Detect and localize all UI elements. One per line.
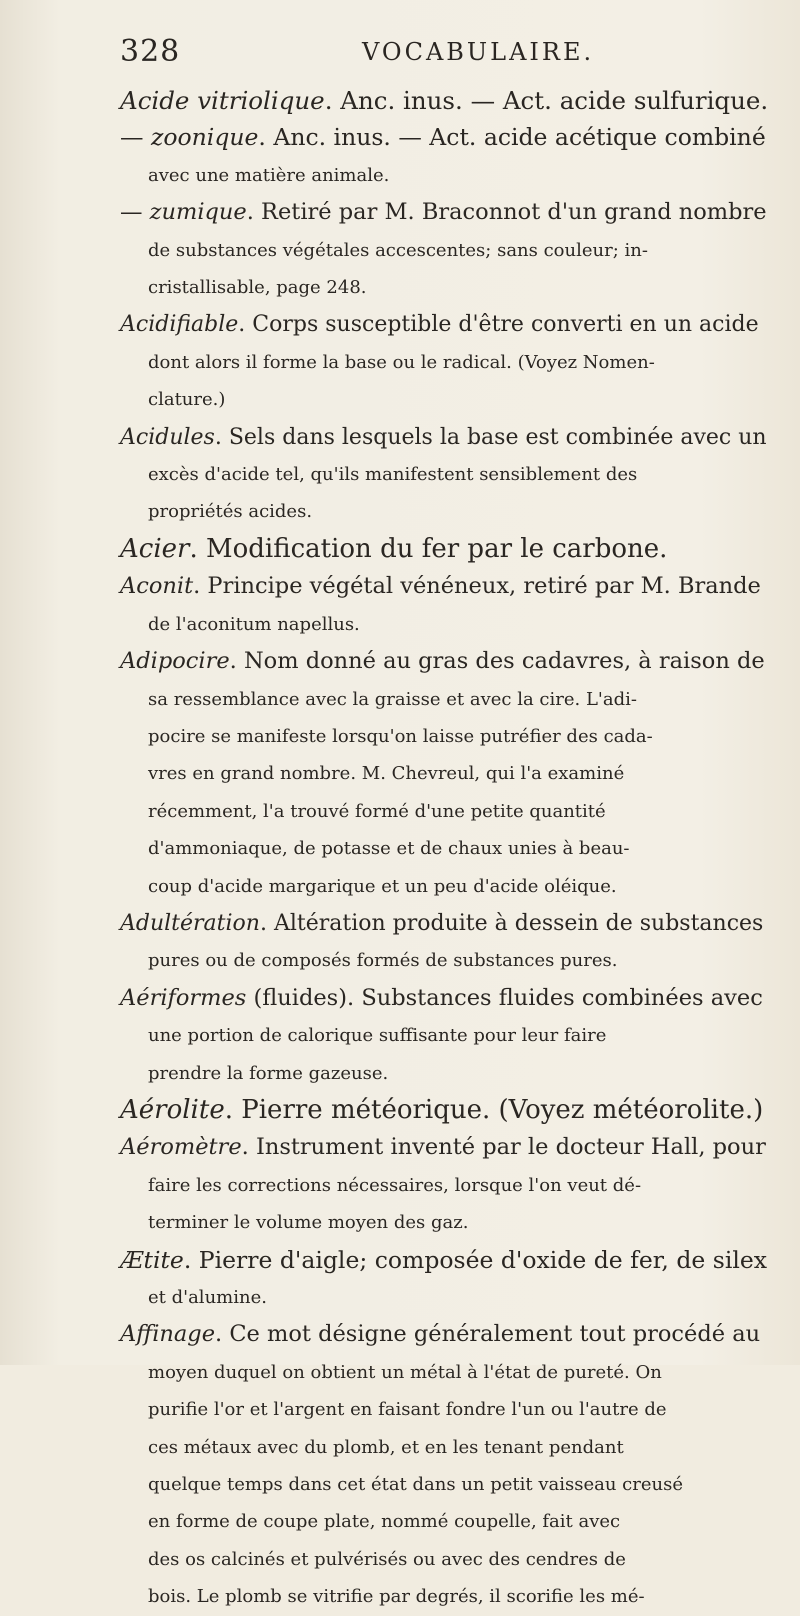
entry-line: dont alors il forme la base ou le radical. (Voyez Nomen- — [148, 351, 655, 373]
entry-acide-vitriolique — [120, 82, 770, 119]
entry-line: Adultération. Altération produite à dessein de substances — [120, 910, 764, 936]
entry-acidifiable — [120, 306, 770, 418]
entry-zoonique — [120, 119, 770, 194]
entry-line: pures ou de composés formés de substances pures. — [148, 950, 618, 972]
entry-line: Aéromètre. Instrument inventé par le docteur Hall, pour — [120, 1134, 766, 1161]
entry-line: Acide vitriolique. Anc. inus. — Act. acide sulfurique. — [120, 86, 769, 115]
page-number: 328 — [120, 34, 181, 69]
page-header — [112, 34, 712, 74]
entry-line: excès d'acide tel, qu'ils manifestent sensiblement des — [148, 464, 638, 486]
entry-aeriformes — [120, 980, 770, 1092]
entry-line: bois. Le plomb se vitrifie par degrés, il scorifie les mé- — [148, 1586, 645, 1608]
entry-line: d'ammoniaque, de potasse et de chaux unies à beau- — [148, 838, 630, 860]
entry-line: vres en grand nombre. M. Chevreul, qui l'a examiné — [148, 763, 625, 785]
entry-line: ces métaux avec du plomb, et en les tenant pendant — [148, 1436, 624, 1458]
entry-line: propriétés acides. — [148, 501, 313, 523]
entry-line: sa ressemblance avec la graisse et avec la cire. L'adi- — [148, 688, 637, 710]
entry-line: récemment, l'a trouvé formé d'une petite quantité — [148, 800, 606, 822]
entry-line: Affinage. Ce mot désigne généralement tout procédé au — [120, 1321, 761, 1348]
entry-line: des os calcinés et pulvérisés ou avec des cendres de — [148, 1548, 626, 1570]
entry-aerometre — [120, 1129, 770, 1241]
entry-aerolite — [120, 1092, 770, 1129]
entry-line: prendre la forme gazeuse. — [148, 1062, 389, 1084]
entry-affinage — [120, 1316, 770, 1615]
entry-line: quelque temps dans cet état dans un petit vaisseau creusé — [148, 1474, 683, 1496]
entry-acier — [120, 531, 770, 568]
entry-line: Aérolite. Pierre météorique. (Voyez météorolite.) — [120, 1094, 764, 1125]
entry-line: terminer le volume moyen des gaz. — [148, 1212, 469, 1234]
entry-line: clature.) — [148, 389, 226, 411]
entry-line: faire les corrections nécessaires, lorsque l'on veut dé- — [148, 1174, 642, 1196]
entry-line: Acidifiable. Corps susceptible d'être converti en un acide — [120, 312, 759, 338]
entry-zumique — [120, 194, 770, 306]
entry-line: Adipocire. Nom donné au gras des cadavres, à raison de — [120, 648, 765, 675]
entry-adipocire — [120, 643, 770, 905]
entry-line: cristallisable, page 248. — [148, 277, 367, 299]
entry-line: Aériformes (fluides). Substances fluides combinées avec — [120, 984, 763, 1011]
entry-line: de l'aconitum napellus. — [148, 613, 360, 635]
entry-line: une portion de calorique suffisante pour leur faire — [148, 1025, 607, 1047]
entry-adulteration — [120, 905, 770, 980]
entry-aconit — [120, 568, 770, 643]
entry-line: coup d'acide margarique et un peu d'acide oléique. — [148, 875, 617, 897]
entry-line: et d'alumine. — [148, 1287, 267, 1308]
entry-line: avec une matière animale. — [148, 164, 390, 186]
entry-line: — zumique. Retiré par M. Braconnot d'un grand nombre — [120, 199, 767, 226]
entry-line: Ætite. Pierre d'aigle; composée d'oxide de fer, de silex — [120, 1245, 768, 1274]
running-title: VOCABULAIRE. — [362, 38, 595, 66]
entry-line: Aconit. Principe végétal vénéneux, retiré par M. Brande — [120, 573, 761, 600]
entry-aetite — [120, 1242, 770, 1317]
entry-line: Acier. Modification du fer par le carbone. — [120, 533, 668, 564]
entry-line: — zoonique. Anc. inus. — Act. acide acétique combiné — [120, 123, 766, 152]
entry-acidules — [120, 419, 770, 531]
entry-line: moyen duquel on obtient un métal à l'état de pureté. On — [148, 1361, 662, 1383]
entry-line: Acidules. Sels dans lesquels la base est combinée avec un — [120, 424, 767, 450]
entry-line: purifie l'or et l'argent en faisant fondre l'un ou l'autre de — [148, 1399, 667, 1421]
dictionary-text — [120, 82, 770, 1616]
entry-line: en forme de coupe plate, nommé coupelle, fait avec — [148, 1511, 621, 1533]
entry-line: pocire se manifeste lorsqu'on laisse putréfier des cada- — [148, 725, 653, 747]
entry-line: de substances végétales accescentes; sans couleur; in- — [148, 239, 648, 261]
